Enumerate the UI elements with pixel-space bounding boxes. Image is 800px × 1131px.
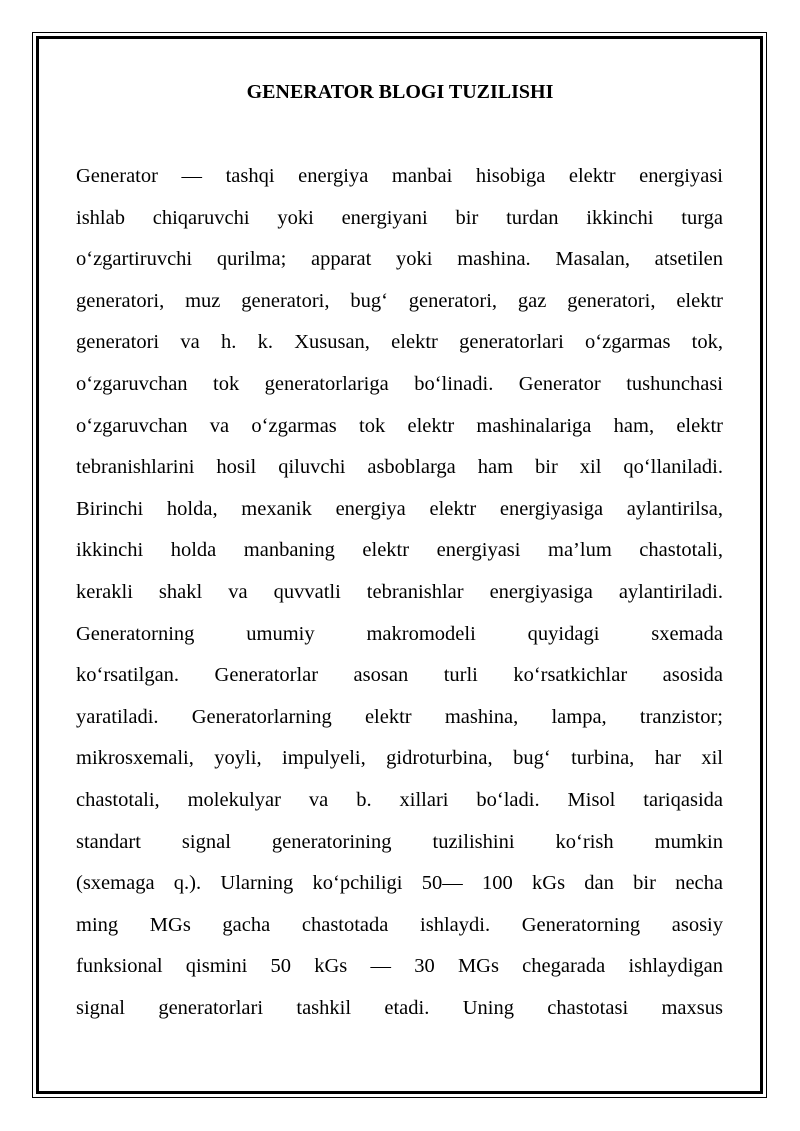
body-paragraph xyxy=(76,156,723,1029)
text-line: ko‘rsatilgan. Generatorlar asosan turli ko‘rsatkichlar asosida xyxy=(76,664,723,687)
text-line: standart signal generatorining tuzilishini ko‘rish mumkin xyxy=(76,830,723,853)
text-line: mikrosxemali, yoyli, impulyeli, gidroturbina, bug‘ turbina, har xil xyxy=(76,747,723,770)
text-line: o‘zgaruvchan va o‘zgarmas tok elektr mashinalariga ham, elektr xyxy=(76,414,723,437)
text-line: funksional qismini 50 kGs — 30 MGs chegarada ishlaydigan xyxy=(76,955,723,978)
text-line: ming MGs gacha chastotada ishlaydi. Generatorning asosiy xyxy=(76,913,723,936)
text-line: generatori, muz generatori, bug‘ generatori, gaz generatori, elektr xyxy=(76,289,723,312)
text-line: signal generatorlari tashkil etadi. Uning chastotasi maxsus xyxy=(76,996,723,1019)
text-line: Birinchi holda, mexanik energiya elektr energiyasiga aylantirilsa, xyxy=(76,497,723,520)
text-line: ishlab chiqaruvchi yoki energiyani bir turdan ikkinchi turga xyxy=(76,206,723,229)
text-line: o‘zgaruvchan tok generatorlariga bo‘linadi. Generator tushunchasi xyxy=(76,372,723,395)
text-line: (sxemaga q.). Ularning ko‘pchiligi 50— 100 kGs dan bir necha xyxy=(76,872,723,895)
page-title: GENERATOR BLOGI TUZILISHI xyxy=(246,81,554,103)
text-line: tebranishlarini hosil qiluvchi asboblarga ham bir xil qo‘llaniladi. xyxy=(76,456,723,479)
text-line: generatori va h. k. Xususan, elektr generatorlari o‘zgarmas tok, xyxy=(76,331,723,354)
text-line: chastotali, molekulyar va b. xillari bo‘ladi. Misol tariqasida xyxy=(76,788,723,811)
text-line: o‘zgartiruvchi qurilma; apparat yoki mashina. Masalan, atsetilen xyxy=(76,248,723,271)
text-line: kerakli shakl va quvvatli tebranishlar energiyasiga aylantiriladi. xyxy=(76,580,723,603)
text-line: ikkinchi holda manbaning elektr energiyasi ma’lum chastotali, xyxy=(76,539,723,562)
text-line: Generator — tashqi energiya manbai hisobiga elektr energiyasi xyxy=(76,165,723,187)
text-line: yaratiladi. Generatorlarning elektr mashina, lampa, tranzistor; xyxy=(76,705,723,728)
text-line: Generatorning umumiy makromodeli quyidagi sxemada xyxy=(76,622,723,645)
